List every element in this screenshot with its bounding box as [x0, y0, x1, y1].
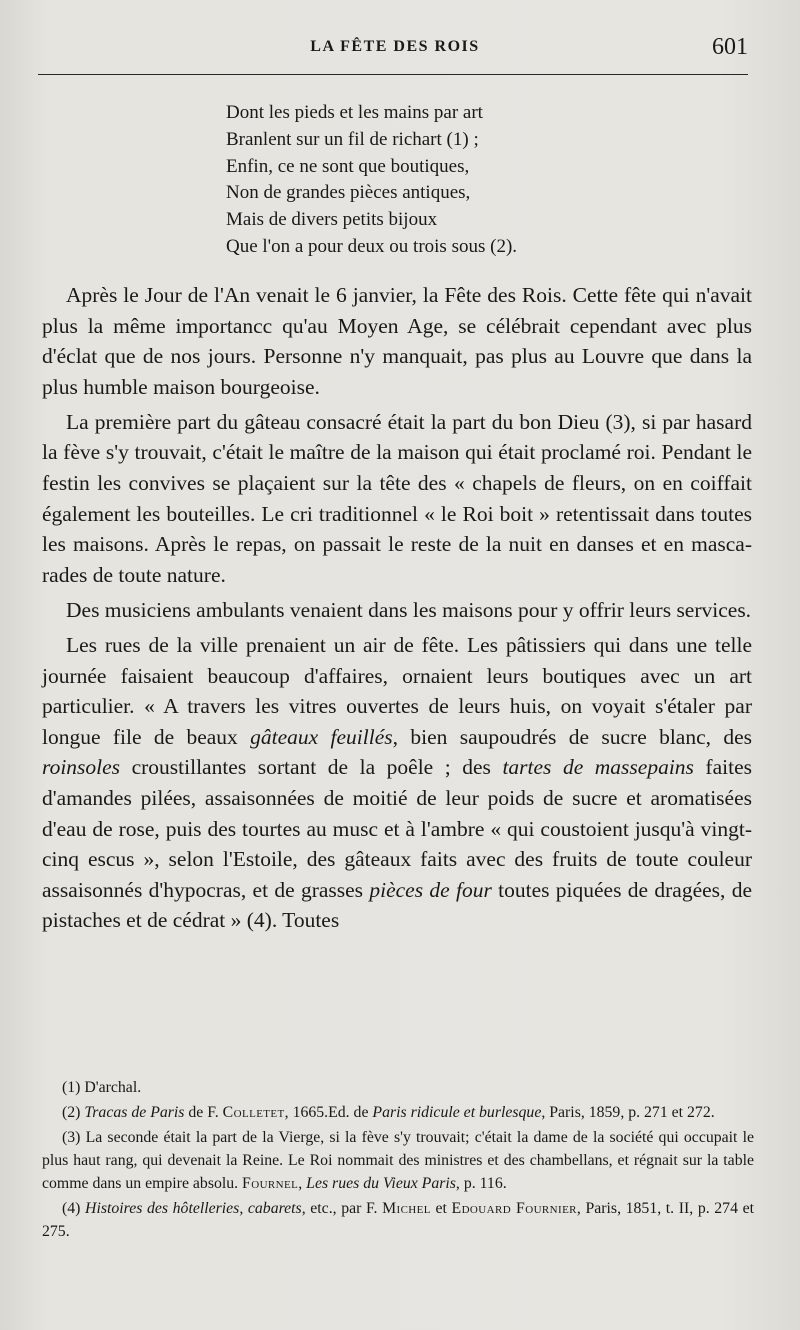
- italic-term: roinsoles: [42, 755, 121, 780]
- text-segment: croustillantes sortant de la poêle ; des: [120, 755, 503, 780]
- paragraph-fete-des-rois: Après le Jour de l'An venait le 6 janvier, la Fête des Rois. Cette fête qui n'avait plus la même importancc qu'au Moyen Age, se célébrait cependant avec plus d'éclat que de nos jours. Personne n'y manquait, pas plus au Louvre que dans la plus humble maison bourgeoise.: [42, 283, 752, 399]
- text-segment: , Paris, 1859, p. 271 et 272.: [541, 1103, 715, 1121]
- italic-term: gâteaux feuillés: [250, 724, 393, 749]
- note-number: (4): [62, 1199, 86, 1217]
- author-name: Michel: [382, 1199, 431, 1217]
- text-segment: (3) La seconde était la part de la Vierge, si la fève s'y trouvait; c'était la dame de la société qui occupait le plus haut rang, qui devenait la Reine. Le Roi nommait des ministres et des chambellans, et régnait sur la table comme dans un empire absolu.: [42, 1128, 754, 1193]
- note-number: (2): [62, 1103, 85, 1121]
- footnote-1: (1) D'archal.: [62, 1079, 142, 1096]
- header-rule: [38, 74, 748, 75]
- running-title: LA FÊTE DES ROIS: [310, 38, 480, 55]
- paragraph-part-du-gateau: La première part du gâteau consacré était la part du bon Dieu (3), si par hasard la fève s'y trouvait, c'était le maître de la maison qui était proclamé roi. Pendant le festin les convives se plaçaient sur la tête des « chapels de fleurs, on en coiffait également les bouteilles. Le cri traditionnel « le Roi boit » retentissait dans toutes les maisons. Après le repas, on passait le reste de la nuit en danses et en mascarades de toute nature.: [42, 409, 752, 587]
- italic-title: Paris ridicule et burlesque: [372, 1103, 542, 1121]
- text-segment: et: [430, 1199, 452, 1217]
- text-segment: , bien saupoudrés de sucre blanc, des: [392, 724, 753, 749]
- italic-term: pièces de four: [369, 877, 492, 902]
- verse-line: Non de grandes pièces antiques,: [226, 182, 471, 204]
- text-segment: Les rues de la ville prenaient un air de fête. Les pâtissiers qui dans une telle journée faisaient beaucoup d'affaires, ornaient leurs boutiques avec un art particulier. « A travers les vitres ouvertes de leurs huis, on voyait s'étaler par longue file de beaux: [42, 633, 752, 749]
- author-name: Edouard Fournier: [451, 1199, 577, 1217]
- verse-line: Dont les pieds et les mains par art: [226, 102, 483, 123]
- verse-line: Branlent sur un fil de richart (1) ;: [226, 128, 479, 150]
- text-segment: , etc., par F.: [301, 1199, 383, 1217]
- paragraph-musiciens: Des musiciens ambulants venaient dans les maisons pour y offrir leurs services.: [66, 597, 752, 622]
- text-segment: , 1665.Ed. de: [284, 1103, 373, 1121]
- footnote-2: [42, 1101, 754, 1124]
- italic-title: Histoires des hôtelleries, cabarets: [85, 1199, 302, 1217]
- text-segment: de F.: [184, 1103, 223, 1121]
- author-name: Fournel: [242, 1175, 299, 1193]
- italic-term: tartes de massepains: [502, 755, 694, 780]
- footnote-3: [42, 1126, 754, 1196]
- author-name: Colletet: [222, 1103, 285, 1121]
- text-segment: ,: [298, 1175, 307, 1193]
- verse-block: [226, 100, 517, 261]
- footnote-4: [42, 1197, 754, 1244]
- paragraph-patissiers: [42, 630, 752, 936]
- verse-line: Mais de divers petits bijoux: [226, 209, 438, 231]
- verse-line: Enfin, ce ne sont que boutiques,: [226, 155, 470, 177]
- italic-title: Tracas de Paris: [84, 1103, 185, 1121]
- text-segment: , p. 116.: [455, 1175, 507, 1193]
- page-header: [40, 30, 750, 70]
- text-segment: faites d'amandes pilées, assaisonnées de moitié de leur poids de sucre et aromatisées d'eau de rose, puis des tourtes au musc et à l'ambre « qui coustoient jusqu'à vingt-cinq escus », selon l'Estoile, des gâteaux faits avec des fruits de toute couleur assaisonnés d'hypocras, et de grasses: [42, 755, 752, 902]
- footnotes: [42, 1076, 754, 1245]
- text-segment: toutes piquées de dragées, de pistaches et de cédrat » (4). Toutes: [42, 877, 752, 933]
- text-segment: , Paris, 1851, t. II, p. 274 et 275.: [42, 1199, 754, 1241]
- page-number: 601: [712, 34, 748, 60]
- italic-title: Les rues du Vieux Paris: [306, 1175, 456, 1193]
- verse-line: Que l'on a pour deux ou trois sous (2).: [226, 235, 518, 257]
- body-text: [42, 280, 752, 940]
